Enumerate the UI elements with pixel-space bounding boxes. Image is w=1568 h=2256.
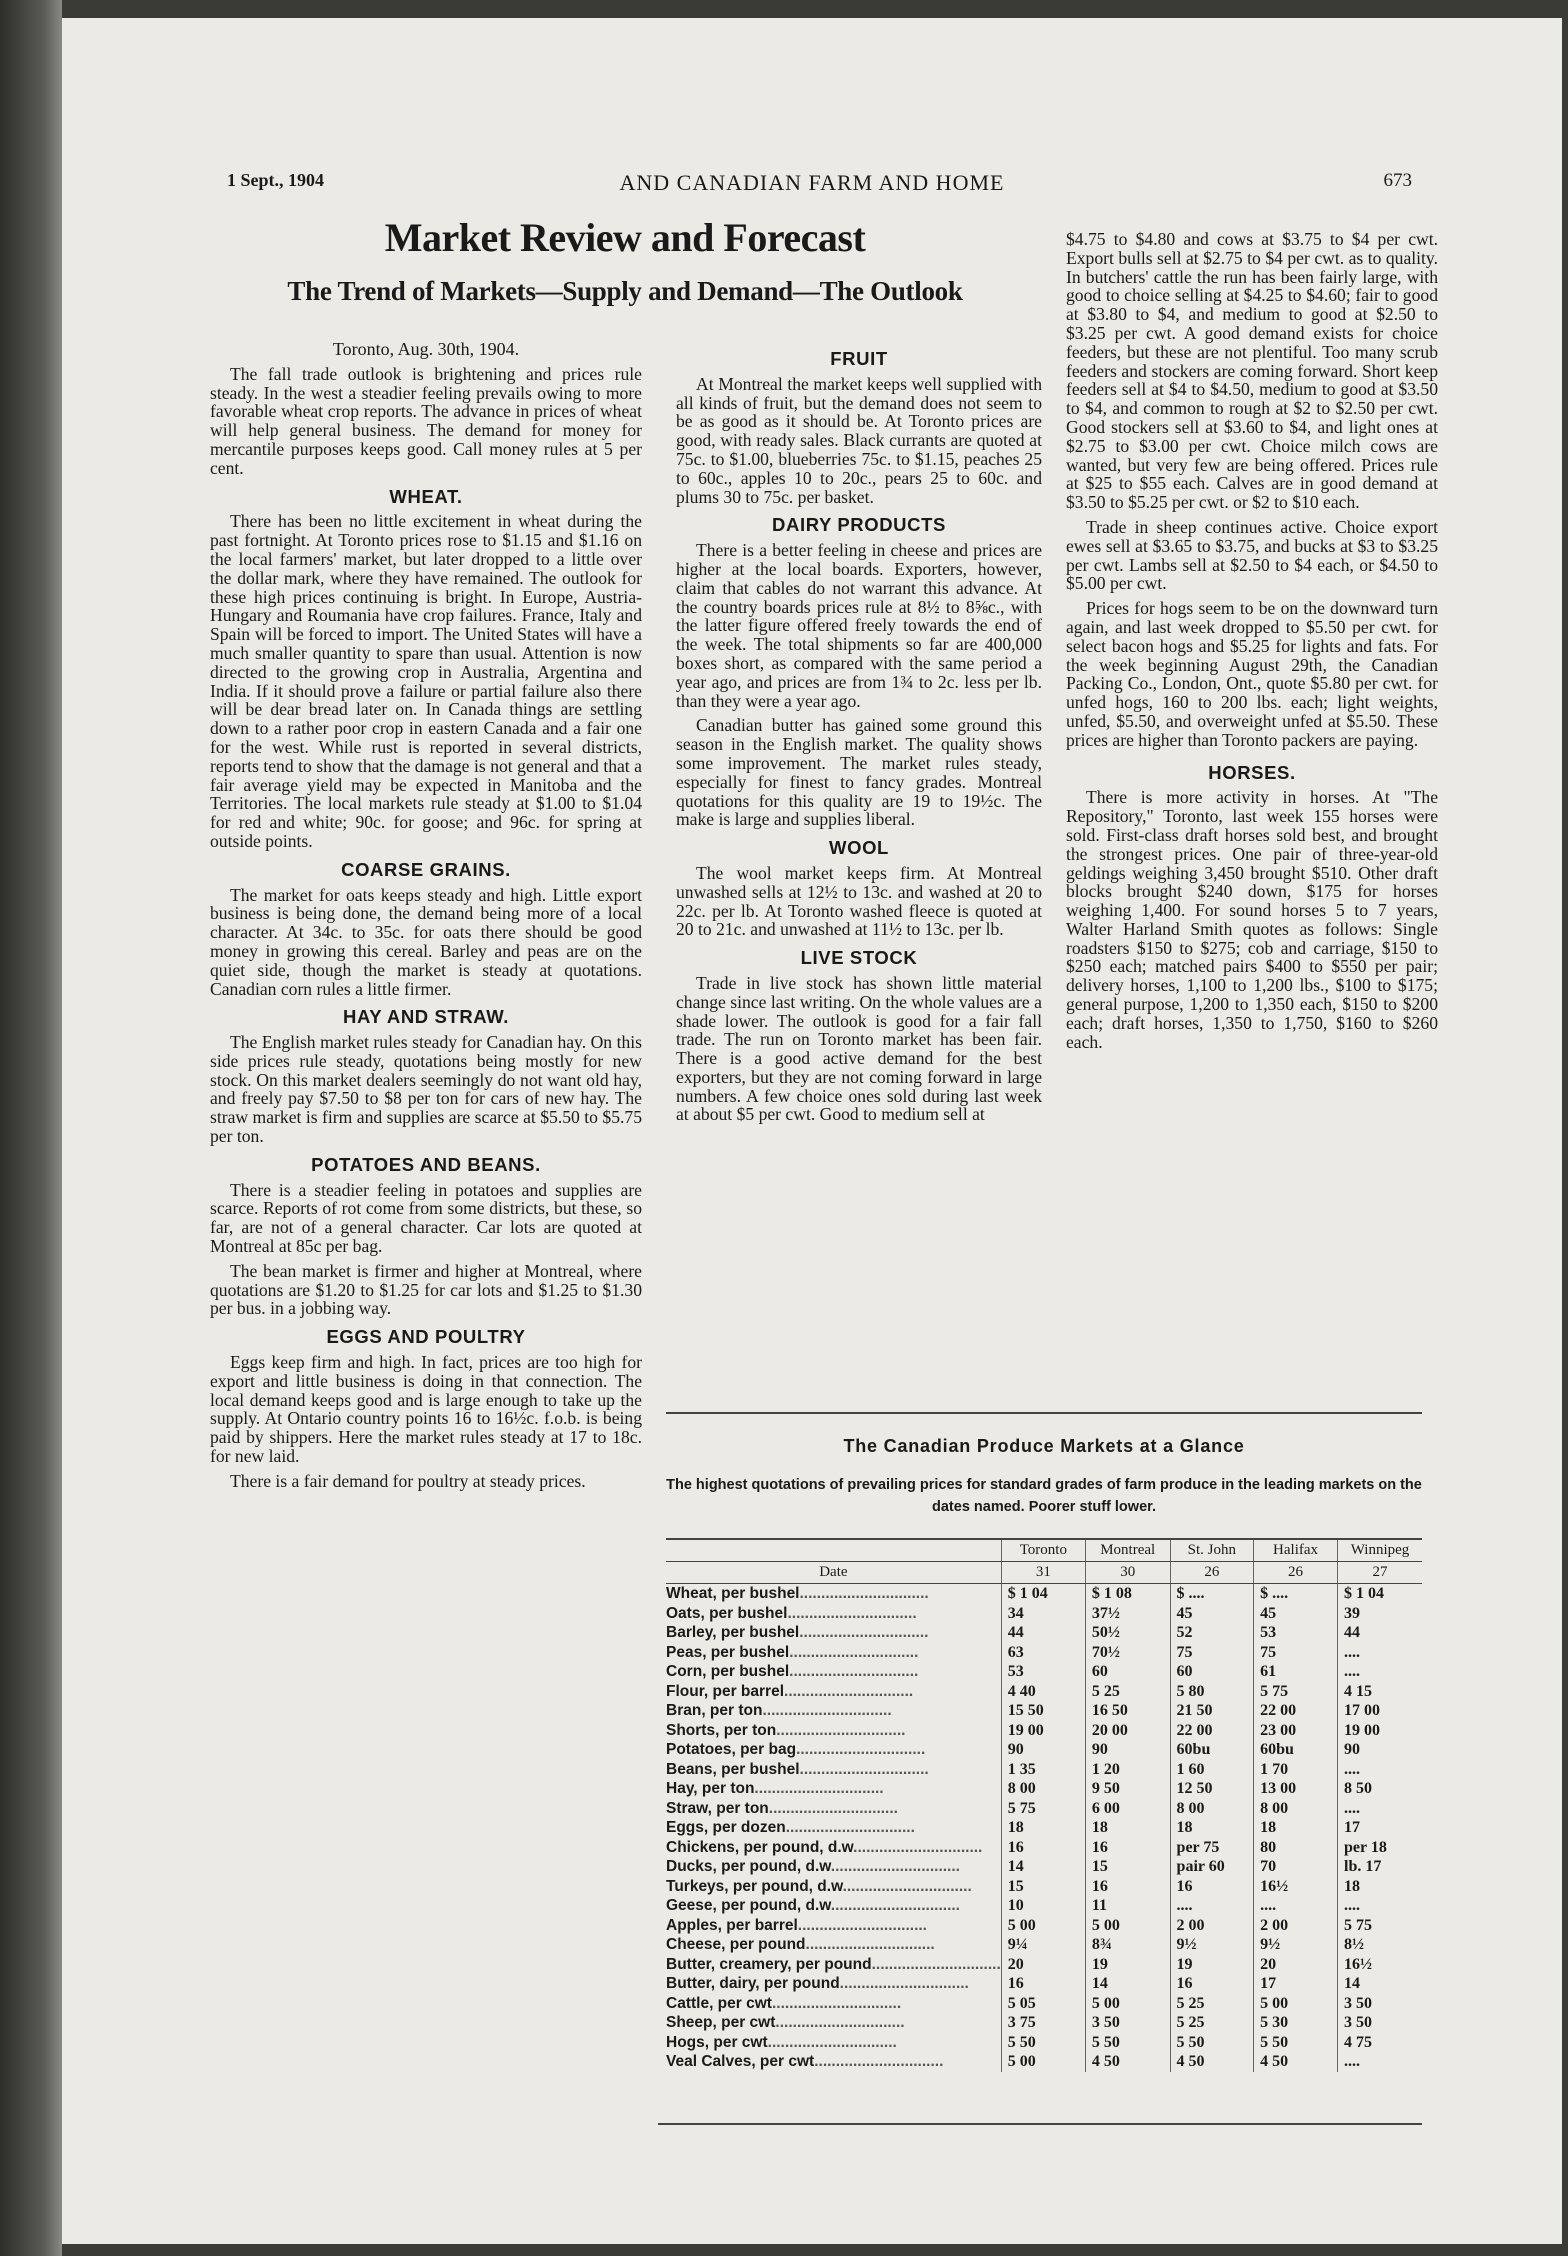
table-row xyxy=(666,1974,1422,1994)
table-row xyxy=(666,1779,1422,1799)
table-row xyxy=(666,1896,1422,1916)
table-row xyxy=(666,1604,1422,1624)
table-row xyxy=(666,2013,1422,2033)
table-row xyxy=(666,2033,1422,2053)
market-header: Toronto xyxy=(1001,1539,1085,1562)
market-date: 27 xyxy=(1338,1562,1423,1584)
price-cell: per 75 xyxy=(1170,1838,1254,1858)
price-cell: 16 xyxy=(1085,1838,1170,1858)
price-cell: 16 xyxy=(1001,1838,1085,1858)
row-label-text: Ducks, per pound, d.w xyxy=(666,1858,831,1875)
price-cell: 16 xyxy=(1170,1974,1254,1994)
market-date: 31 xyxy=(1001,1562,1085,1584)
row-label-text: Potatoes, per bag xyxy=(666,1741,797,1758)
price-cell: 17 xyxy=(1254,1974,1338,1994)
price-cell: 15 50 xyxy=(1001,1701,1085,1721)
price-cell: 60 xyxy=(1170,1662,1254,1682)
price-cell: 21 50 xyxy=(1170,1701,1254,1721)
leader-dots: .............................. xyxy=(789,1663,919,1680)
market-date: 26 xyxy=(1254,1562,1338,1584)
leader-dots: .............................. xyxy=(775,2014,905,2031)
price-cell: 6 00 xyxy=(1085,1799,1170,1819)
row-label xyxy=(666,1935,1001,1955)
live-stock-paragraph: Trade in live stock has shown little material change since last writing. On the whole values are a shade lower. The outlook is good for a fair fall trade. The run on Toronto market has been fair. There is a good active demand for the best exporters, but they are not coming forward in large numbers. A few choice ones sold during last week at about $5 per cwt. Good to medium sell at xyxy=(676,972,1042,1125)
price-cell: 5 75 xyxy=(1254,1682,1338,1702)
table-row xyxy=(666,1994,1422,2014)
market-date: 26 xyxy=(1170,1562,1254,1584)
price-cell: 23 00 xyxy=(1254,1721,1338,1741)
price-cell: 5 50 xyxy=(1254,2033,1338,2053)
table-row xyxy=(666,1935,1422,1955)
row-label-text: Cattle, per cwt xyxy=(666,1994,772,2012)
row-label-text: Geese, per pound, d.w xyxy=(666,1897,831,1914)
leader-dots: .............................. xyxy=(853,1838,983,1856)
hogs-paragraph: Prices for hogs seem to be on the downward turn again, and last week dropped to $5.50 per cwt. for select bacon hogs and $5.25 for lights and fats. For the week beginning August 29th, the Canadian Packing Co., London, Ont., quote $5.80 per cwt. for unfed hogs, 160 to 200 lbs. each; light weights, unfed, $5.50, and overweight unfed at $5.50. These prices are higher than Toronto packers are paying. xyxy=(1066,598,1438,750)
price-cell: 18 xyxy=(1338,1877,1423,1897)
price-cell: 4 50 xyxy=(1254,2052,1338,2072)
price-cell: 8½ xyxy=(1338,1935,1423,1955)
section-heading-potatoes: POTATOES AND BEANS. xyxy=(311,1153,541,1175)
price-cell: 5 00 xyxy=(1085,1994,1170,2014)
price-cell: 16½ xyxy=(1338,1955,1423,1975)
price-cell: 37½ xyxy=(1085,1604,1170,1624)
row-label-text: Bran, per ton xyxy=(666,1702,763,1719)
price-cell: 70½ xyxy=(1085,1643,1170,1663)
hay-paragraph: The English market rules steady for Canadian hay. On this side prices rule steady, quotations being mostly for new stock. On this market dealers seemingly do not want old hay, and freely pay $7.50 to $8 per ton for cars of new hay. The straw market is firm and supplies are scarce at $5.50 to $5.75 per ton. xyxy=(210,1032,642,1147)
price-cell: 44 xyxy=(1001,1623,1085,1643)
row-label xyxy=(666,2033,1001,2053)
section-heading-dairy: DAIRY PRODUCTS xyxy=(772,514,946,536)
row-label-text: Chickens, per pound, d.w xyxy=(666,1838,854,1856)
row-label-text: Turkeys, per pound, d.w xyxy=(666,1877,843,1895)
butter-paragraph: Canadian butter has gained some ground this season in the English market. The quality shows some improvement. The market rules steady, especially for finest to fancy grades. Montreal quotations for this quality are 19 to 19½c. The make is large and supplies liberal. xyxy=(676,715,1042,830)
row-label xyxy=(666,1857,1001,1877)
price-cell: .... xyxy=(1254,1896,1338,1916)
leader-dots: .............................. xyxy=(799,1624,929,1641)
row-label xyxy=(666,1740,1001,1760)
row-label xyxy=(666,1916,1001,1936)
table-row xyxy=(666,1662,1422,1682)
market-header: Montreal xyxy=(1085,1539,1170,1562)
price-cell: 5 00 xyxy=(1001,2052,1085,2072)
row-label-text: Barley, per bushel xyxy=(666,1624,800,1641)
row-label xyxy=(666,1760,1001,1780)
price-cell: 34 xyxy=(1001,1604,1085,1624)
row-label-text: Veal Calves, per cwt xyxy=(666,2053,815,2070)
price-cell: 5 00 xyxy=(1001,1916,1085,1936)
price-cell: 45 xyxy=(1170,1604,1254,1624)
price-cell: 60bu xyxy=(1170,1740,1254,1760)
price-cell: 18 xyxy=(1085,1818,1170,1838)
row-label xyxy=(666,1955,1001,1975)
row-label-text: Wheat, per bushel xyxy=(666,1585,800,1602)
beans-paragraph: The bean market is firmer and higher at Montreal, where quotations are $1.20 to $1.25 for car lots and $1.25 to $1.30 per bus. in a jobbing way. xyxy=(210,1260,642,1319)
leader-dots: .............................. xyxy=(799,1760,929,1778)
leader-dots: .............................. xyxy=(785,1819,915,1836)
price-cell: 52 xyxy=(1170,1623,1254,1643)
leader-dots: .............................. xyxy=(768,1799,898,1817)
price-cell: 22 00 xyxy=(1254,1701,1338,1721)
table-header-markets xyxy=(666,1539,1422,1562)
price-cell: $ 1 04 xyxy=(1001,1584,1085,1604)
table-header-dates xyxy=(666,1562,1422,1584)
running-title: AND CANADIAN FARM AND HOME xyxy=(619,170,1005,195)
row-label xyxy=(666,1604,1001,1624)
price-cell: $ .... xyxy=(1254,1584,1338,1604)
price-cell: .... xyxy=(1170,1896,1254,1916)
leader-dots: .............................. xyxy=(754,1780,884,1797)
price-cell: 16 xyxy=(1085,1877,1170,1897)
row-label xyxy=(666,1682,1001,1702)
price-cell: 17 00 xyxy=(1338,1701,1423,1721)
table-row xyxy=(666,1584,1422,1604)
price-cell: 19 xyxy=(1085,1955,1170,1975)
section-heading-fruit: FRUIT xyxy=(830,348,888,369)
price-cell: lb. 17 xyxy=(1338,1857,1423,1877)
row-label xyxy=(666,2013,1001,2033)
table-row xyxy=(666,1955,1422,1975)
section-heading-live-stock: LIVE STOCK xyxy=(800,947,918,969)
price-cell: 63 xyxy=(1001,1643,1085,1663)
price-cell: 5 05 xyxy=(1001,1994,1085,2014)
price-cell: 19 xyxy=(1170,1955,1254,1975)
price-cell: 90 xyxy=(1085,1740,1170,1760)
price-cell: 20 xyxy=(1254,1955,1338,1975)
price-cell: 12 50 xyxy=(1170,1779,1254,1799)
price-cell: 20 xyxy=(1001,1955,1085,1975)
price-cell: 75 xyxy=(1254,1643,1338,1663)
column-1 xyxy=(210,340,642,1497)
wool-paragraph: The wool market keeps firm. At Montreal unwashed sells at 12½ to 13c. and washed at 20 to 22c. per lb. At Toronto washed fleece is quoted at 20 to 21c. and unwashed at 11½ to 13c. per lb. xyxy=(676,862,1042,940)
price-cell: 8 00 xyxy=(1254,1799,1338,1819)
table-row xyxy=(666,2052,1422,2072)
market-header: Winnipeg xyxy=(1338,1539,1423,1562)
price-cell: 5 25 xyxy=(1170,1994,1254,2014)
price-cell: .... xyxy=(1338,1662,1423,1682)
price-cell: 16 xyxy=(1001,1974,1085,1994)
row-label xyxy=(666,2052,1001,2072)
price-cell: 14 xyxy=(1001,1857,1085,1877)
price-cell: .... xyxy=(1338,1643,1423,1663)
table-row xyxy=(666,1838,1422,1858)
row-label xyxy=(666,1643,1001,1663)
price-cell: 3 50 xyxy=(1338,1994,1423,2014)
row-label-text: Cheese, per pound xyxy=(666,1936,806,1953)
cheese-paragraph: There is a better feeling in cheese and prices are higher at the local boards. Exporters, however, claim that cables do not warrant this advance. At the country boards prices rule at 8½ to 8⅝c., with the latter figure offered freely towards the end of the week. The total shipments so far are 400,000 boxes short, as compared with the same period a year ago, and prices are from 1¾ to 2c. less per lb. than they were a year ago. xyxy=(676,540,1042,711)
price-cell: 19 00 xyxy=(1001,1721,1085,1741)
row-label-text: Apples, per barrel xyxy=(666,1916,798,1934)
row-label xyxy=(666,1877,1001,1897)
price-cell: 4 15 xyxy=(1338,1682,1423,1702)
price-cell: 5 50 xyxy=(1170,2033,1254,2053)
section-heading-eggs: EGGS AND POULTRY xyxy=(326,1326,526,1348)
price-cell: 1 60 xyxy=(1170,1760,1254,1780)
price-cell: 8¾ xyxy=(1085,1935,1170,1955)
table-body xyxy=(666,1584,1422,2072)
row-label xyxy=(666,1623,1001,1643)
price-cell: 39 xyxy=(1338,1604,1423,1624)
price-cell: 90 xyxy=(1001,1740,1085,1760)
price-cell: 9¼ xyxy=(1001,1935,1085,1955)
row-label xyxy=(666,1818,1001,1838)
column-3 xyxy=(1066,230,1438,1057)
produce-table xyxy=(666,1538,1422,2072)
price-cell: 16½ xyxy=(1254,1877,1338,1897)
row-label xyxy=(666,1994,1001,2014)
price-cell: 9½ xyxy=(1170,1935,1254,1955)
row-label xyxy=(666,1779,1001,1799)
table-top-rule xyxy=(666,1412,1422,1414)
leader-dots: .............................. xyxy=(767,2033,897,2051)
price-cell: 14 xyxy=(1085,1974,1170,1994)
row-label-text: Hogs, per cwt xyxy=(666,2033,768,2051)
price-cell: 18 xyxy=(1170,1818,1254,1838)
price-cell: .... xyxy=(1338,1760,1423,1780)
price-cell: 4 75 xyxy=(1338,2033,1423,2053)
price-cell: 8 00 xyxy=(1001,1779,1085,1799)
leader-dots: .............................. xyxy=(796,1741,926,1758)
dateline: Toronto, Aug. 30th, 1904. xyxy=(332,339,520,359)
price-cell: 16 50 xyxy=(1085,1701,1170,1721)
wheat-paragraph: There has been no little excitement in wheat during the past fortnight. At Toronto prices rose to $1.15 and $1.16 on the local farmers' market, but later dropped to a little over the dollar mark, where they have remained. The outlook for these high prices continuing is bright. In Europe, Austria-Hungary and Roumania have crop failures. France, Italy and Spain will be forced to import. The United States will have a much smaller quantity to spare than usual. Attention is now directed to the growing crop in Australia, Argentina and India. If it should prove a failure or partial failure also there will be dear bread later on. In Canada things are settling down to a rather poor crop in eastern Canada and a fair one for the west. While rust is reported in several districts, reports tend to show that the damage is not general and that a fair average yield may be expected in Manitoba and the Territories. The local markets rule steady at $1.00 to $1.04 for red and white; 90c. for goose; and 96c. for spring at outside points. xyxy=(210,511,642,851)
price-cell: 5 00 xyxy=(1085,1916,1170,1936)
leader-dots: .............................. xyxy=(842,1877,972,1895)
price-cell: 45 xyxy=(1254,1604,1338,1624)
intro-paragraph: The fall trade outlook is brightening and prices rule steady. In the west a steadier feeling prevails owing to more favorable wheat crop reports. The advance in prices of wheat will help general business. The demand for money for mercantile purposes keeps good. Call money rules at 5 per cent. xyxy=(210,363,642,478)
leader-dots: .............................. xyxy=(789,1643,919,1661)
market-date: 30 xyxy=(1085,1562,1170,1584)
row-label-text: Straw, per ton xyxy=(666,1799,769,1817)
leader-dots: .............................. xyxy=(797,1916,927,1934)
coarse-grains-paragraph: The market for oats keeps steady and high. Little export business is being done, the demand being more of a local character. At 34c. to 35c. for oats there should be good money in growing this cereal. Barley and peas are on the quiet side, though the market is steady at quotations. Canadian corn rules a little firmer. xyxy=(210,884,642,999)
price-cell: 3 50 xyxy=(1338,2013,1423,2033)
row-label xyxy=(666,1721,1001,1741)
article-subtitle: The Trend of Markets—Supply and Demand—The Outlook xyxy=(287,276,963,306)
price-cell: .... xyxy=(1338,1896,1423,1916)
row-label xyxy=(666,1701,1001,1721)
price-cell: 5 50 xyxy=(1085,2033,1170,2053)
market-header: Halifax xyxy=(1254,1539,1338,1562)
section-heading-hay: HAY AND STRAW. xyxy=(342,1006,510,1028)
leader-dots: .............................. xyxy=(805,1936,935,1953)
price-cell: 5 80 xyxy=(1170,1682,1254,1702)
potatoes-paragraph: There is a steadier feeling in potatoes and supplies are scarce. Reports of rot come from some districts, but these, so far, are not of a general character. Car lots are quoted at Montreal at 85c per bag. xyxy=(210,1179,642,1257)
price-cell: 16 xyxy=(1170,1877,1254,1897)
price-cell: 22 00 xyxy=(1170,1721,1254,1741)
price-cell: 15 xyxy=(1001,1877,1085,1897)
price-cell: 75 xyxy=(1170,1643,1254,1663)
row-label xyxy=(666,1584,1001,1604)
price-cell: 5 00 xyxy=(1254,1994,1338,2014)
price-cell: 14 xyxy=(1338,1974,1423,1994)
price-cell: 4 50 xyxy=(1170,2052,1254,2072)
price-cell: .... xyxy=(1338,2052,1423,2072)
row-label-text: Shorts, per ton xyxy=(666,1721,777,1739)
price-cell: 8 00 xyxy=(1170,1799,1254,1819)
row-label xyxy=(666,1662,1001,1682)
row-label xyxy=(666,1896,1001,1916)
price-cell: 5 25 xyxy=(1085,1682,1170,1702)
row-label xyxy=(666,1974,1001,1994)
price-cell: 18 xyxy=(1001,1818,1085,1838)
price-cell: $ 1 08 xyxy=(1085,1584,1170,1604)
price-cell: 11 xyxy=(1085,1896,1170,1916)
price-cell: $ .... xyxy=(1170,1584,1254,1604)
price-cell: 61 xyxy=(1254,1662,1338,1682)
price-cell: 3 50 xyxy=(1085,2013,1170,2033)
row-label-text: Flour, per barrel xyxy=(666,1682,785,1700)
price-cell: 9 50 xyxy=(1085,1779,1170,1799)
row-label-text: Corn, per bushel xyxy=(666,1663,790,1680)
table-bottom-rule xyxy=(658,2123,1422,2125)
leader-dots: .............................. xyxy=(830,1858,960,1875)
price-cell: 4 50 xyxy=(1085,2052,1170,2072)
price-cell: 5 75 xyxy=(1338,1916,1423,1936)
section-heading-wheat: WHEAT. xyxy=(389,485,463,507)
page-number: 673 xyxy=(1383,170,1412,191)
book-spine xyxy=(0,0,62,2256)
leader-dots: .............................. xyxy=(814,2053,944,2070)
price-cell: 80 xyxy=(1254,1838,1338,1858)
row-label-text: Peas, per bushel xyxy=(666,1643,790,1661)
price-cell: pair 60 xyxy=(1170,1857,1254,1877)
page xyxy=(62,18,1562,2244)
issue-date: 1 Sept., 1904 xyxy=(227,170,325,190)
price-cell: .... xyxy=(1338,1799,1423,1819)
section-heading-wool: WOOL xyxy=(829,837,889,859)
price-cell: 17 xyxy=(1338,1818,1423,1838)
leader-dots: .............................. xyxy=(799,1585,929,1602)
price-cell: 53 xyxy=(1001,1662,1085,1682)
price-cell: 60bu xyxy=(1254,1740,1338,1760)
price-cell: 2 00 xyxy=(1254,1916,1338,1936)
table-row xyxy=(666,1760,1422,1780)
price-cell: $ 1 04 xyxy=(1338,1584,1423,1604)
table-row xyxy=(666,1877,1422,1897)
price-cell: 3 75 xyxy=(1001,2013,1085,2033)
price-cell: 5 75 xyxy=(1001,1799,1085,1819)
leader-dots: .............................. xyxy=(871,1955,1001,1973)
price-cell: 19 00 xyxy=(1338,1721,1423,1741)
price-cell: 10 xyxy=(1001,1896,1085,1916)
row-label-text: Sheep, per cwt xyxy=(666,2014,776,2031)
table-row xyxy=(666,1740,1422,1760)
table-title: The Canadian Produce Markets at a Glance xyxy=(843,1436,1245,1456)
price-cell: 9½ xyxy=(1254,1935,1338,1955)
market-header: St. John xyxy=(1170,1539,1254,1562)
live-stock-continued: $4.75 to $4.80 and cows at $3.75 to $4 per cwt. Export bulls sell at $2.75 to $4 per cwt. as to quality. In butchers' cattle the run has been fairly large, with good to choice selling at $4.25 to $4.60; fair to good at $3.80 to $4, and medium to good at $2.50 to $3.25 per cwt. A good demand exists for choice feeders, but these are not plentiful. Too many scrub feeders and stockers are coming forward. Short keep feeders sell at $4 to $4.50, medium to good at $3.50 to $4, and common to rough at $2 to $2.50 per cwt. Good stockers sell at $3.60 to $4, and light ones at $2.75 to $3.00 per cwt. Choice milch cows are wanted, but very few are being offered. Prices rule at $25 to $55 each. Calves are in good demand at $3.50 to $5.25 per cwt. or $2 to $10 each. xyxy=(1066,229,1438,513)
price-cell: 18 xyxy=(1254,1818,1338,1838)
row-label xyxy=(666,1838,1001,1858)
price-cell: 5 30 xyxy=(1254,2013,1338,2033)
price-cell: 8 50 xyxy=(1338,1779,1423,1799)
price-cell: 1 70 xyxy=(1254,1760,1338,1780)
column-2 xyxy=(676,340,1042,1130)
table-row xyxy=(666,1682,1422,1702)
leader-dots: .............................. xyxy=(771,1994,902,2012)
eggs-paragraph: Eggs keep firm and high. In fact, prices are too high for export and little business is doing in that connection. The local demand keeps good and is large enough to take up the supply. At Ontario country points 16 to 16½c. f.o.b. is being paid by shippers. Here the market rules steady at 17 to 18c. for new laid. xyxy=(210,1352,642,1467)
price-cell: 90 xyxy=(1338,1740,1423,1760)
price-cell: 2 00 xyxy=(1170,1916,1254,1936)
table-note: The highest quotations of prevailing prices for standard grades of farm produce in the leading markets on the dates named. Poorer stuff lower. xyxy=(666,1477,1422,1515)
table-row xyxy=(666,1623,1422,1643)
leader-dots: .............................. xyxy=(762,1702,892,1719)
price-cell: 50½ xyxy=(1085,1623,1170,1643)
row-label-text: Eggs, per dozen xyxy=(666,1819,786,1836)
fruit-paragraph: At Montreal the market keeps well supplied with all kinds of fruit, but the demand does not seem to be as good as it should be. At Toronto prices are good, with ready sales. Black currants are quoted at 75c. to $1.00, blueberries 75c. to $1.15, peaches 25 to 60c., apples 10 to 20c., pears 25 to 60c. and plums 30 to 75c. per basket. xyxy=(676,373,1042,507)
table-row xyxy=(666,1721,1422,1741)
leader-dots: .............................. xyxy=(787,1604,917,1622)
leader-dots: .............................. xyxy=(830,1897,960,1914)
price-cell: 4 40 xyxy=(1001,1682,1085,1702)
article-title: Market Review and Forecast xyxy=(384,215,866,260)
horses-paragraph: There is more activity in horses. At "The Repository," Toronto, last week 155 horses were sold. First-class draft horses sold best, and brought the strongest prices. One pair of three-year-old geldings weighing 3,450 brought $510. Other draft blocks brought $240 down, $175 for horses weighing 1,400. For sound horses 5 to 7 years, Walter Harland Smith quotes as follows: Single roadsters $150 to $275; cob and carriage, $150 to $250 each; matched pairs $400 to $550 per pair; delivery horses, 1,100 to 1,200 lbs., $100 to $175; general purpose, 1,200 to 1,350 each, $150 to $200 each; draft horses, 1,350 to 1,750, $160 to $260 each. xyxy=(1066,787,1438,1052)
poultry-paragraph: There is a fair demand for poultry at steady prices. xyxy=(230,1470,586,1491)
price-cell: 53 xyxy=(1254,1623,1338,1643)
price-cell: 1 20 xyxy=(1085,1760,1170,1780)
price-cell: per 18 xyxy=(1338,1838,1423,1858)
leader-dots: .............................. xyxy=(839,1975,969,1992)
row-label xyxy=(666,1799,1001,1819)
table-row xyxy=(666,1701,1422,1721)
row-label-text: Butter, creamery, per pound xyxy=(666,1955,872,1973)
row-label-text: Butter, dairy, per pound xyxy=(666,1975,840,1992)
leader-dots: .............................. xyxy=(776,1721,906,1739)
price-cell: 20 00 xyxy=(1085,1721,1170,1741)
table-row xyxy=(666,1857,1422,1877)
date-label: Date xyxy=(666,1562,1001,1584)
row-label-text: Beans, per bushel xyxy=(666,1760,800,1778)
sheep-paragraph: Trade in sheep continues active. Choice export ewes sell at $3.65 to $3.75, and bucks at $3 to $3.25 per cwt. Lambs sell at $2.50 to $4 each, or $4.50 to $5.00 per cwt. xyxy=(1066,516,1438,594)
table-row xyxy=(666,1916,1422,1936)
section-heading-coarse-grains: COARSE GRAINS. xyxy=(341,858,511,880)
table-row xyxy=(666,1818,1422,1838)
row-label-text: Oats, per bushel xyxy=(666,1604,788,1622)
section-heading-horses: HORSES. xyxy=(1208,761,1296,783)
table-row xyxy=(666,1799,1422,1819)
table-row xyxy=(666,1643,1422,1663)
price-cell: 70 xyxy=(1254,1857,1338,1877)
leader-dots: .............................. xyxy=(784,1682,914,1700)
price-cell: 44 xyxy=(1338,1623,1423,1643)
price-cell: 1 35 xyxy=(1001,1760,1085,1780)
price-cell: 60 xyxy=(1085,1662,1170,1682)
price-cell: 5 50 xyxy=(1001,2033,1085,2053)
price-cell: 5 25 xyxy=(1170,2013,1254,2033)
price-cell: 13 00 xyxy=(1254,1779,1338,1799)
price-cell: 15 xyxy=(1085,1857,1170,1877)
row-label-text: Hay, per ton xyxy=(666,1780,755,1797)
